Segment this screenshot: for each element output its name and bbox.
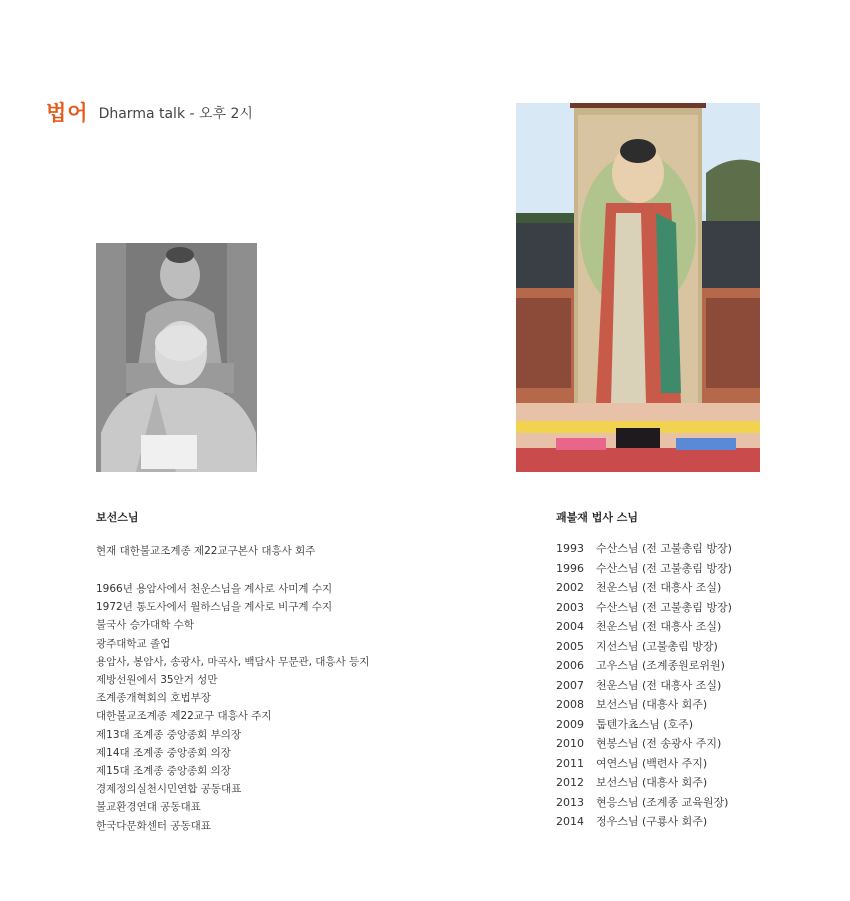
list-item: 제13대 조계종 중앙종회 부의장 (96, 728, 242, 741)
list-item (556, 695, 786, 715)
past-speakers-list (556, 539, 786, 832)
list-item: 제15대 조계종 중앙종회 의장 (96, 765, 231, 778)
speaker: 보선스님 (대흥사 회주) (596, 776, 708, 789)
year: 2014 (556, 815, 584, 828)
year: 2012 (556, 776, 584, 789)
year: 1996 (556, 561, 584, 575)
year: 2008 (556, 698, 584, 711)
gwaebul-banner-photo (516, 103, 760, 472)
speaker: 지선스님 (고불총림 방장) (596, 639, 718, 653)
page-header (46, 102, 253, 123)
speaker-current-position: 현재 대한불교조계종 제22교구본사 대흥사 회주 (96, 545, 316, 557)
speaker-bio (96, 509, 436, 835)
list-item (556, 754, 786, 774)
year: 2013 (556, 795, 584, 809)
dharma-talk-logo: 법어 (46, 100, 89, 125)
year: 2006 (556, 659, 584, 672)
list-item: 용암사, 봉암사, 송광사, 마곡사, 백담사 무문관, 대흥사 등지 (96, 655, 370, 668)
list-item (556, 676, 786, 696)
list-item: 한국다문화센터 공동대표 (96, 819, 211, 832)
list-item: 조계종개혁회의 호법부장 (96, 692, 211, 705)
list-item (556, 734, 786, 754)
list-item: 1972년 통도사에서 월하스님을 계사로 비구계 수지 (96, 601, 333, 614)
list-item (556, 812, 786, 832)
list-item: 불국사 승가대학 수학 (96, 619, 194, 632)
list-item (556, 656, 786, 676)
list-item (556, 773, 786, 793)
year: 1993 (556, 542, 584, 555)
list-item (556, 715, 786, 735)
year: 2007 (556, 678, 584, 692)
speaker: 툽텐가쵸스님 (호주) (596, 717, 694, 731)
speaker: 수산스님 (전 고불총림 방장) (596, 600, 732, 614)
list-item: 1966년 용암사에서 천운스님을 계사로 사미계 수지 (96, 583, 333, 595)
list-item (556, 559, 786, 579)
list-item: 경제정의실천시민연합 공동대표 (96, 783, 242, 796)
year: 2002 (556, 581, 584, 594)
list-item (556, 637, 786, 657)
list-item: 광주대학교 졸업 (96, 637, 171, 650)
speaker: 천운스님 (전 대흥사 조실) (596, 620, 722, 633)
year: 2005 (556, 639, 584, 653)
year: 2003 (556, 600, 584, 614)
speaker: 여연스님 (백련사 주지) (596, 756, 708, 770)
speaker: 수산스님 (전 고불총림 방장) (596, 542, 732, 555)
list-item (556, 578, 786, 598)
list-item: 제방선원에서 35안거 성만 (96, 674, 218, 687)
year: 2011 (556, 756, 584, 770)
list-item (556, 617, 786, 637)
speaker: 천운스님 (전 대흥사 조실) (596, 678, 722, 692)
speaker-career-list (96, 580, 436, 835)
speaker-name: 보선스님 (96, 511, 139, 524)
speaker: 정우스님 (구룡사 회주) (596, 815, 708, 828)
list-item: 불교환경연대 공동대표 (96, 801, 201, 814)
list-item (556, 598, 786, 618)
list-item (556, 539, 786, 559)
list-item: 대한불교조계종 제22교구 대흥사 주지 (96, 710, 272, 723)
list-item (556, 793, 786, 813)
past-speakers-title: 괘불재 법사 스님 (556, 511, 639, 524)
year: 2004 (556, 620, 584, 633)
speaker: 보선스님 (대흥사 회주) (596, 698, 708, 711)
speaker: 고우스님 (조계종원로위원) (596, 659, 725, 672)
speaker: 현응스님 (조계종 교육원장) (596, 795, 729, 809)
year: 2009 (556, 717, 584, 731)
monk-portrait-photo (96, 243, 257, 472)
speaker: 천운스님 (전 대흥사 조실) (596, 581, 722, 594)
past-speakers (556, 509, 786, 832)
speaker: 현봉스님 (전 송광사 주지) (596, 737, 722, 750)
speaker: 수산스님 (전 고불총림 방장) (596, 561, 732, 575)
year: 2010 (556, 737, 584, 750)
list-item: 제14대 조계종 중앙종회 의장 (96, 746, 231, 759)
header-subtitle: Dharma talk - 오후 2시 (98, 106, 253, 123)
